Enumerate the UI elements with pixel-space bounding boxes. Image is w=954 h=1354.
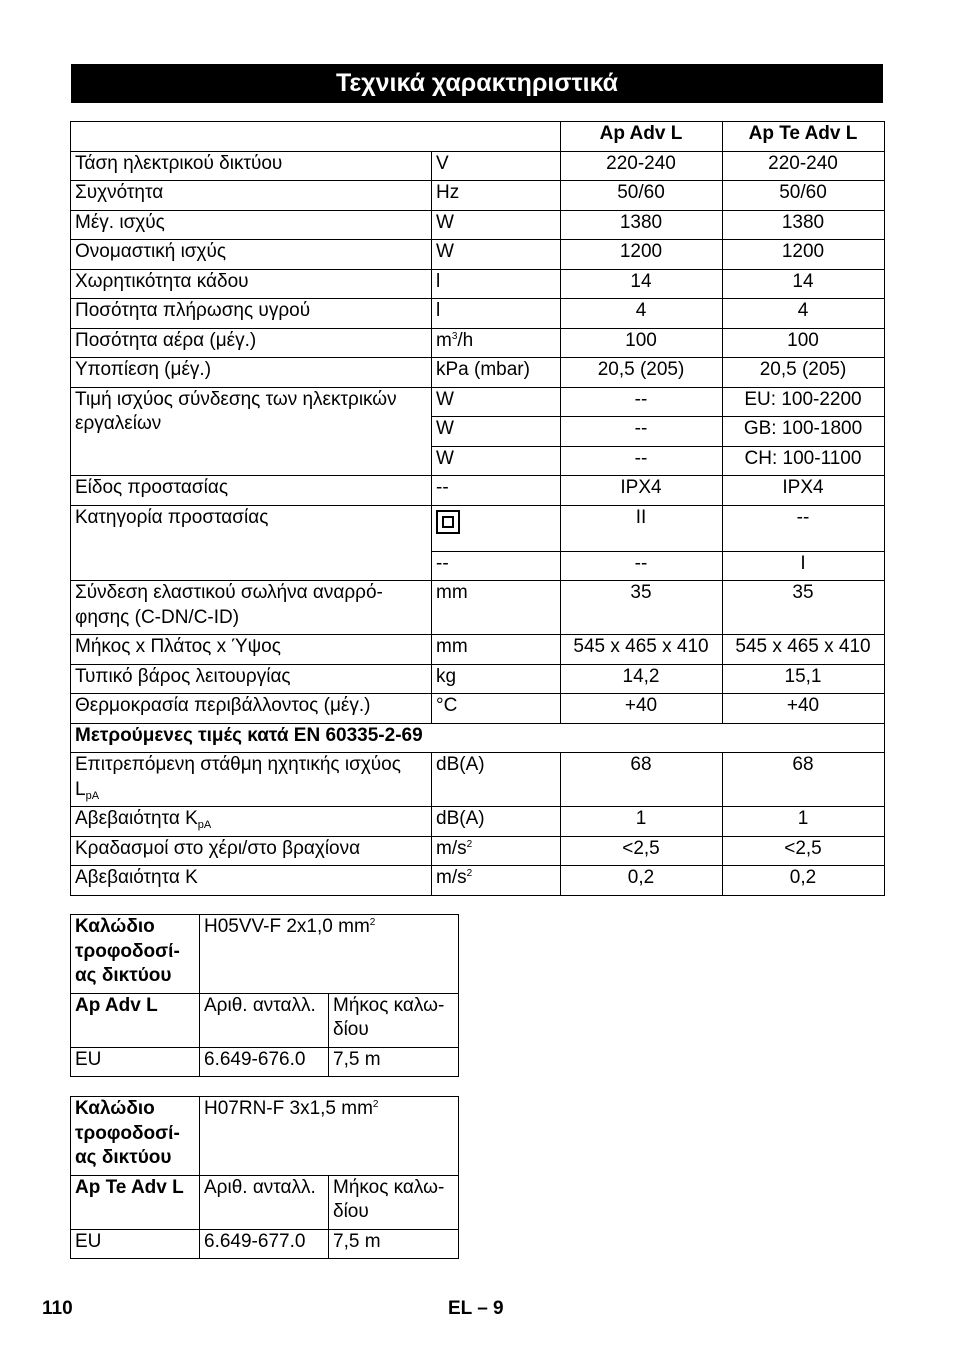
spec-label: Είδος προστασίας: [71, 476, 432, 506]
model-header-2: Ap Te Adv L: [723, 122, 885, 152]
spec-value-1: +40: [561, 694, 723, 724]
spec-value-2: 1200: [723, 240, 885, 270]
spec-value-1: 1200: [561, 240, 723, 270]
section-header: Μετρούμενες τιμές κατά EN 60335-2-69: [71, 723, 885, 753]
table-header-row: [71, 122, 885, 152]
spec-value-2: 1: [723, 807, 885, 837]
spec-value-2: I: [723, 551, 885, 581]
spec-value-2: IPX4: [723, 476, 885, 506]
spec-value-1: 545 x 465 x 410: [561, 635, 723, 665]
spec-unit: W: [432, 417, 561, 447]
cable-type-text: H07RN-F 3x1,5 mm: [204, 1098, 373, 1119]
page-section-code: EL – 9: [448, 1298, 504, 1319]
spec-value-1: 14,2: [561, 664, 723, 694]
section-header-row: [71, 723, 885, 753]
spec-value-2: 100: [723, 328, 885, 358]
spec-unit: Hz: [432, 181, 561, 211]
page-number: 110: [42, 1298, 73, 1319]
spec-value-1: 1: [561, 807, 723, 837]
spec-label: Τάση ηλεκτρικού δικτύου: [71, 151, 432, 181]
spec-label: [71, 807, 432, 837]
model-header-1: Ap Adv L: [561, 122, 723, 152]
spec-unit: kPa (mbar): [432, 358, 561, 388]
table-row: [71, 581, 885, 635]
spec-label: Υποπίεση (μέγ.): [71, 358, 432, 388]
spec-value-2: 35: [723, 581, 885, 635]
spec-value-1: 220-240: [561, 151, 723, 181]
page-title: Τεχνικά χαρακτηριστικά: [71, 64, 883, 103]
cable-part-number: 6.649-676.0: [200, 1047, 329, 1077]
protection-class-ii-icon: [436, 510, 460, 534]
table-row: [71, 505, 885, 551]
spec-value-2: 0,2: [723, 866, 885, 896]
spec-value-2: 20,5 (205): [723, 358, 885, 388]
unit-base: m: [436, 329, 452, 351]
spec-value-2: --: [723, 505, 885, 551]
table-row: [71, 807, 885, 837]
spec-unit: [432, 866, 561, 896]
cable-type: [200, 1097, 459, 1176]
cable-region: EU: [71, 1047, 200, 1077]
spec-value-1: 14: [561, 269, 723, 299]
spec-unit: kg: [432, 664, 561, 694]
cable-type: [200, 915, 459, 994]
spec-value-1: --: [561, 417, 723, 447]
spec-value-2: 545 x 465 x 410: [723, 635, 885, 665]
spec-label: Μέγ. ισχύς: [71, 210, 432, 240]
col-part-number: Αριθ. ανταλλ.: [200, 1175, 329, 1229]
spec-unit: dB(A): [432, 807, 561, 837]
spec-label: Κατηγορία προστασίας: [71, 505, 432, 581]
spec-value-2: 1380: [723, 210, 885, 240]
spec-value-1: --: [561, 446, 723, 476]
spec-unit: °C: [432, 694, 561, 724]
table-row: [71, 635, 885, 665]
power-cable-table-2: [70, 1096, 459, 1259]
cable-header: Καλώδιο τροφοδοσί-ας δικτύου: [71, 915, 200, 994]
table-row: [71, 1097, 459, 1176]
spec-value-2: 4: [723, 299, 885, 329]
cable-model: Ap Adv L: [71, 993, 200, 1047]
spec-value-2: 15,1: [723, 664, 885, 694]
table-row: [71, 387, 885, 417]
label-subscript: pA: [85, 789, 100, 802]
table-row: [71, 1229, 459, 1259]
spec-label: Χωρητικότητα κάδου: [71, 269, 432, 299]
label-text: Επιτρεπόμενη στάθμη ηχητικής ισχύος L: [75, 754, 401, 800]
cable-header: Καλώδιο τροφοδοσί-ας δικτύου: [71, 1097, 200, 1176]
spec-value-2: CH: 100-1100: [723, 446, 885, 476]
spec-value-2: GB: 100-1800: [723, 417, 885, 447]
table-row: [71, 664, 885, 694]
cable-region: EU: [71, 1229, 200, 1259]
spec-value-1: 68: [561, 753, 723, 807]
table-row: [71, 694, 885, 724]
spec-label: Συχνότητα: [71, 181, 432, 211]
spec-value-2: 14: [723, 269, 885, 299]
spec-unit: mm: [432, 635, 561, 665]
table-row: [71, 836, 885, 866]
spec-unit: l: [432, 269, 561, 299]
spec-label: Σύνδεση ελαστικού σωλήνα αναρρό-φησης (C-DN/C-ID): [71, 581, 432, 635]
spec-unit: --: [432, 476, 561, 506]
table-row: [71, 299, 885, 329]
header-empty-cell: [71, 122, 561, 152]
cable-length: 7,5 m: [329, 1047, 459, 1077]
table-row: [71, 328, 885, 358]
spec-unit: W: [432, 240, 561, 270]
spec-label: [71, 753, 432, 807]
table-row: [71, 151, 885, 181]
table-row: [71, 1175, 459, 1229]
spec-unit: [432, 505, 561, 551]
spec-label: Αβεβαιότητα K: [71, 866, 432, 896]
unit-superscript: 2: [466, 838, 473, 850]
table-row: [71, 753, 885, 807]
cable-type-text: H05VV-F 2x1,0 mm: [204, 916, 370, 937]
table-row: [71, 1047, 459, 1077]
table-row: [71, 866, 885, 896]
table-row: [71, 210, 885, 240]
table-row: [71, 269, 885, 299]
spec-label: Κραδασμοί στο χέρι/στο βραχίονα: [71, 836, 432, 866]
spec-label: Ποσότητα αέρα (μέγ.): [71, 328, 432, 358]
spec-value-1: --: [561, 387, 723, 417]
spec-unit: W: [432, 210, 561, 240]
unit-superscript: 3: [451, 330, 458, 342]
col-part-number: Αριθ. ανταλλ.: [200, 993, 329, 1047]
spec-value-1: 1380: [561, 210, 723, 240]
spec-value-2: 50/60: [723, 181, 885, 211]
spec-label: Ονομαστική ισχύς: [71, 240, 432, 270]
spec-unit: --: [432, 551, 561, 581]
spec-label: Μήκος x Πλάτος x Ύψος: [71, 635, 432, 665]
spec-value-1: II: [561, 505, 723, 551]
cable-type-superscript: 2: [372, 1099, 379, 1110]
technical-specs-table: [70, 121, 885, 896]
spec-value-1: 4: [561, 299, 723, 329]
unit-base: m/s: [436, 867, 467, 888]
spec-value-2: +40: [723, 694, 885, 724]
cable-type-superscript: 2: [369, 917, 376, 928]
table-row: [71, 358, 885, 388]
label-subscript: pA: [197, 819, 212, 831]
table-row: [71, 915, 459, 994]
spec-label: Τυπικό βάρος λειτουργίας: [71, 664, 432, 694]
spec-label: Ποσότητα πλήρωσης υγρού: [71, 299, 432, 329]
power-cable-table-1: [70, 914, 459, 1077]
spec-unit: dB(A): [432, 753, 561, 807]
spec-unit: V: [432, 151, 561, 181]
spec-unit: l: [432, 299, 561, 329]
spec-value-1: 35: [561, 581, 723, 635]
cable-length: 7,5 m: [329, 1229, 459, 1259]
label-text: Αβεβαιότητα K: [75, 808, 198, 829]
spec-unit: [432, 328, 561, 358]
table-row: [71, 181, 885, 211]
unit-base: m/s: [436, 837, 467, 859]
col-cable-length: Μήκος καλω-δίου: [329, 1175, 459, 1229]
spec-value-1: 0,2: [561, 866, 723, 896]
cable-part-number: 6.649-677.0: [200, 1229, 329, 1259]
unit-superscript: 2: [466, 868, 473, 879]
spec-value-1: 20,5 (205): [561, 358, 723, 388]
spec-value-1: 100: [561, 328, 723, 358]
spec-label: Τιμή ισχύος σύνδεσης των ηλεκτρικών εργαλείων: [71, 387, 432, 476]
spec-value-1: --: [561, 551, 723, 581]
spec-value-2: EU: 100-2200: [723, 387, 885, 417]
spec-value-2: 220-240: [723, 151, 885, 181]
table-row: [71, 240, 885, 270]
spec-value-2: 68: [723, 753, 885, 807]
table-row: [71, 993, 459, 1047]
spec-unit: W: [432, 446, 561, 476]
unit-tail: /h: [457, 329, 474, 351]
spec-value-2: <2,5: [723, 836, 885, 866]
spec-unit: mm: [432, 581, 561, 635]
spec-value-1: 50/60: [561, 181, 723, 211]
table-row: [71, 476, 885, 506]
spec-value-1: <2,5: [561, 836, 723, 866]
spec-unit: [432, 836, 561, 866]
spec-unit: W: [432, 387, 561, 417]
col-cable-length: Μήκος καλω-δίου: [329, 993, 459, 1047]
cable-model: Ap Te Adv L: [71, 1175, 200, 1229]
spec-value-1: IPX4: [561, 476, 723, 506]
spec-label: Θερμοκρασία περιβάλλοντος (μέγ.): [71, 694, 432, 724]
